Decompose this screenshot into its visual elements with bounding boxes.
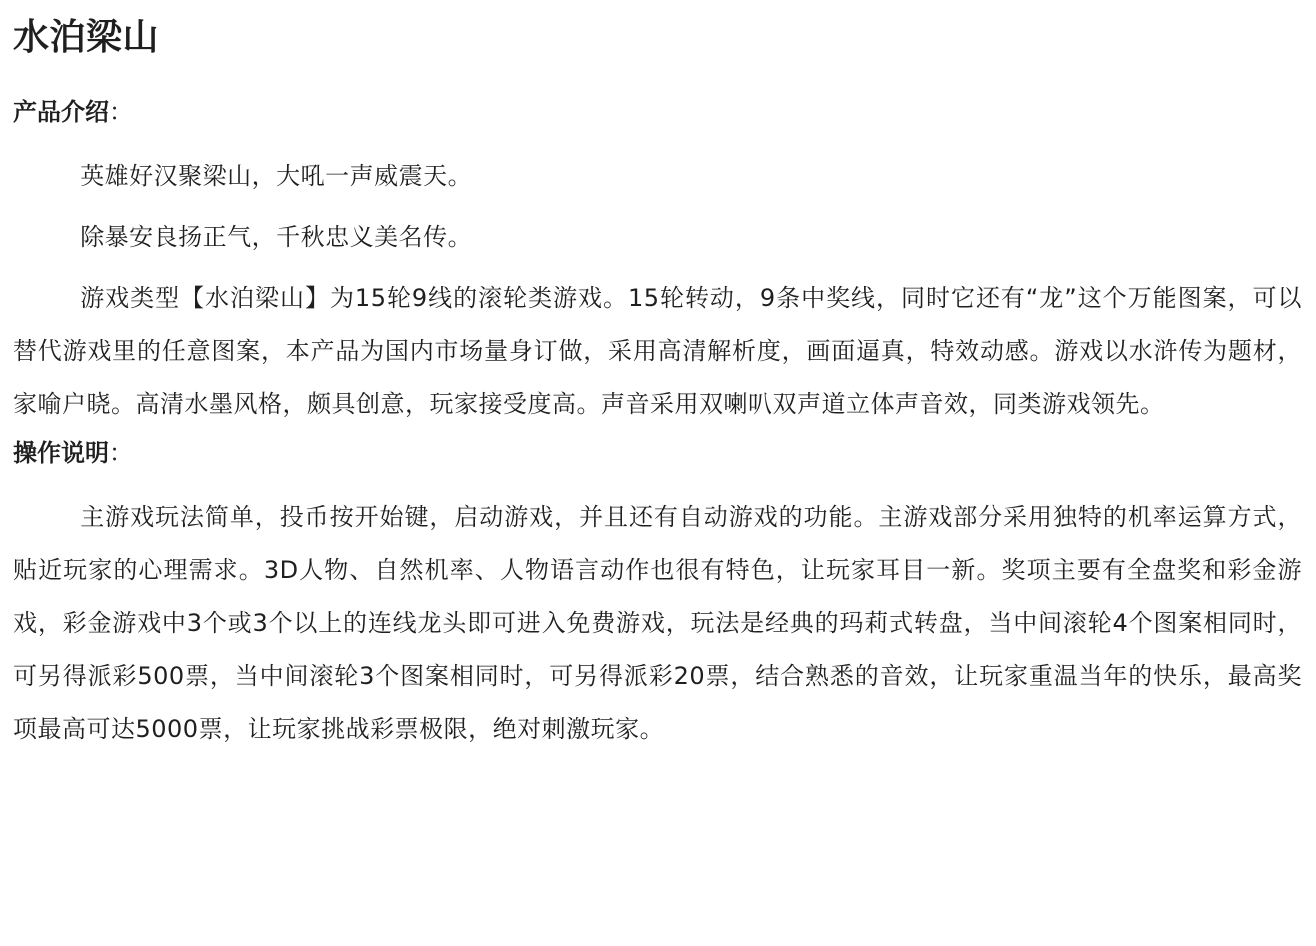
page-title: 水泊梁山: [13, 17, 160, 58]
intro-heading-label: 产品介绍: [13, 98, 109, 126]
intro-heading: [13, 96, 1302, 128]
operation-heading-label: 操作说明: [13, 439, 109, 467]
intro-paragraph-1: 英雄好汉聚梁山，大吼一声威震天。: [80, 162, 473, 190]
intro-paragraph-3: 游戏类型【水泊梁山】为15轮9线的滚轮类游戏。15轮转动，9条中奖线，同时它还有“龙”这个万能图案，可以替代游戏里的任意图案，本产品为国内市场量身订做，采用高清解析度，画面逼真，特效动感。游戏以水浒传为题材，家喻户晓。高清水墨风格，颇具创意，玩家接受度高。声音采用双喇叭双声道立体声音效，同类游戏领先。: [13, 284, 1302, 418]
intro-paragraph-2: 除暴安良扬正气，千秋忠义美名传。: [80, 223, 473, 251]
article: [13, 14, 1302, 756]
operation-paragraph-1: 主游戏玩法简单，投币按开始键，启动游戏，并且还有自动游戏的功能。主游戏部分采用独特的机率运算方式，贴近玩家的心理需求。3D人物、自然机率、人物语言动作也很有特色，让玩家耳目一新。奖项主要有全盘奖和彩金游戏，彩金游戏中3个或3个以上的连线龙头即可进入免费游戏，玩法是经典的玛莉式转盘，当中间滚轮4个图案相同时，可另得派彩500票，当中间滚轮3个图案相同时，可另得派彩20票，结合熟悉的音效，让玩家重温当年的快乐，最高奖项最高可达5000票，让玩家挑战彩票极限，绝对刺激玩家。: [13, 503, 1302, 743]
intro-heading-colon: ：: [109, 98, 133, 126]
operation-heading: [13, 437, 1302, 469]
operation-heading-colon: ：: [109, 439, 133, 467]
